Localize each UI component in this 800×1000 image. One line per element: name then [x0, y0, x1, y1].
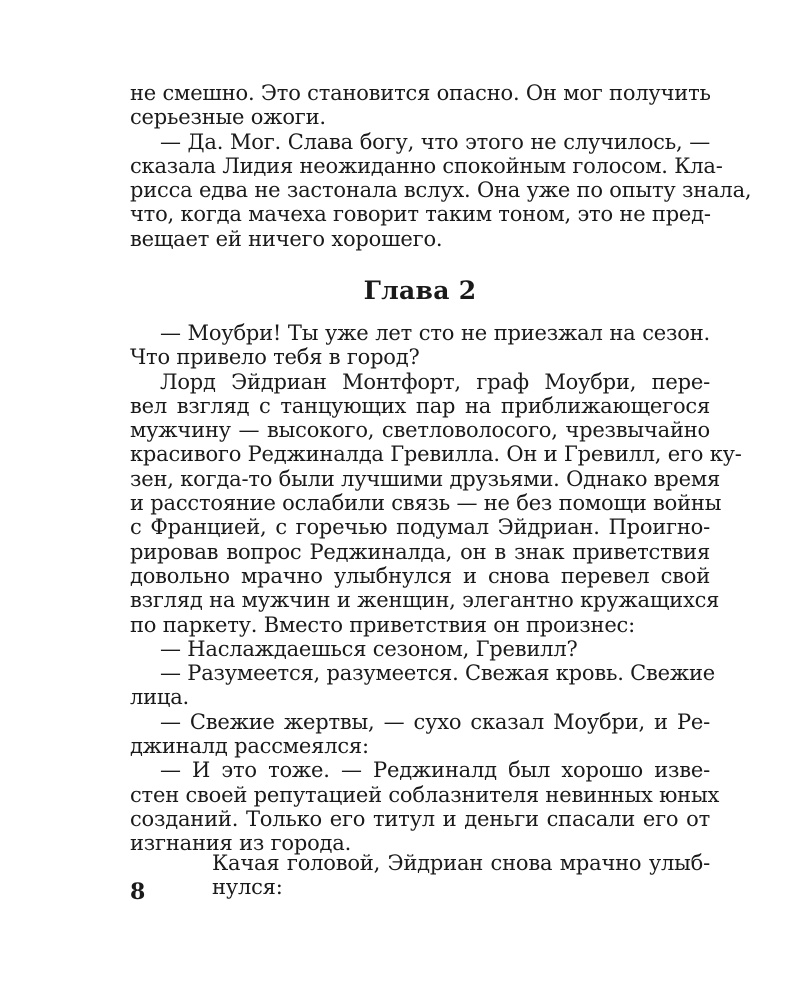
text-line: довольно мрачно улыбнулся и снова перевел свой: [130, 563, 710, 588]
text-line: созданий. Только его титул и деньги спасали его от: [130, 806, 710, 831]
text-line: лица.: [130, 685, 190, 710]
text-line: нулся:: [212, 875, 283, 900]
page-number: 8: [130, 879, 146, 905]
text-line: Что привело тебя в город?: [130, 345, 420, 370]
text-line: стен своей репутацией соблазнителя невинных юных: [130, 782, 720, 807]
text-line: — Свежие жертвы, — сухо сказал Моубри, и Ре-: [160, 709, 710, 734]
last-paragraph: [212, 851, 710, 900]
text-line: Лорд Эйдриан Монтфорт, граф Моубри, пере-: [160, 369, 710, 394]
text-line: по паркету. Вместо приветствия он произнес:: [130, 612, 635, 637]
text-line: серьезные ожоги.: [130, 105, 326, 130]
chapter-title: Глава 2: [363, 276, 477, 305]
text-line: сказала Лидия неожиданно спокойным голосом. Кла-: [130, 153, 723, 178]
text-line: — Моубри! Ты уже лет сто не приезжал на сезон.: [160, 321, 710, 345]
text-line: мужчину — высокого, светловолосого, чрезвычайно: [130, 418, 710, 443]
text-line: рировав вопрос Реджиналда, он в знак приветствия: [130, 539, 710, 564]
text-line: красивого Реджиналда Гревилла. Он и Гревилл, его ку-: [130, 442, 742, 467]
text-line: взгляд на мужчин и женщин, элегантно кружащихся: [130, 588, 720, 613]
text-line: вещает ей ничего хорошего.: [130, 226, 443, 251]
text-line: — Да. Мог. Слава богу, что этого не случилось, —: [160, 129, 710, 154]
top-text-block: [130, 81, 752, 251]
text-line: зен, когда-то были лучшими друзьями. Однако время: [130, 466, 721, 491]
chapter-body: [130, 321, 742, 856]
text-line: Качая головой, Эйдриан снова мрачно улыб-: [212, 851, 710, 875]
text-line: что, когда мачеха говорит таким тоном, это не пред-: [130, 202, 711, 227]
text-line: не смешно. Это становится опасно. Он мог получить: [130, 81, 711, 105]
text-line: с Францией, с горечью подумал Эйдриан. Проигно-: [130, 515, 710, 540]
text-line: — Наслаждаешься сезоном, Гревилл?: [160, 636, 578, 661]
text-line: и расстояние ослабили связь — не без помощи войны: [130, 491, 722, 516]
text-line: рисса едва не застонала вслух. Она уже по опыту знала,: [130, 178, 752, 203]
text-line: джиналд рассмеялся:: [130, 734, 369, 759]
text-line: вел взгляд с танцующих пар на приближающегося: [130, 393, 710, 418]
text-line: — Разумеется, разумеется. Свежая кровь. Свежие: [160, 661, 716, 686]
text-line: — И это тоже. — Реджиналд был хорошо изве-: [160, 758, 710, 783]
text-line: изгнания из города.: [130, 831, 352, 856]
